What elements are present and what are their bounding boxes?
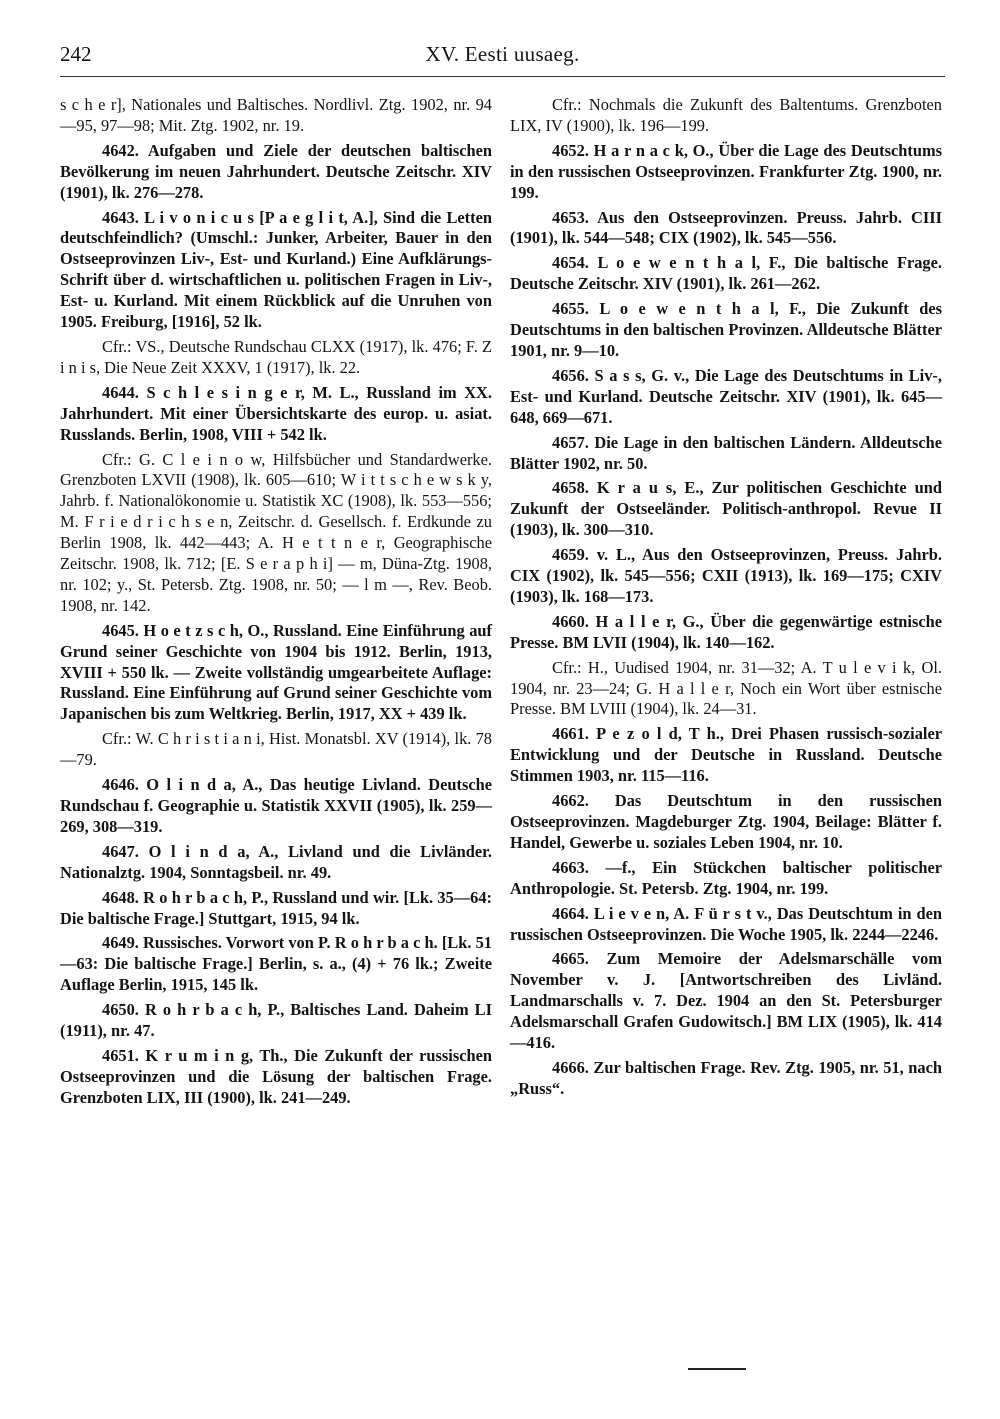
bibliography-entry: 4653. Aus den Ostseeprovinzen. Preuss. Jahrb. CIII (1901), lk. 544—548; CIX (1902), lk. 545—556. <box>510 207 942 248</box>
bibliography-entry: 4654. L o e w e n t h a l, F., Die baltische Frage. Deutsche Zeitschr. XIV (1901), lk. 261—262. <box>510 253 942 294</box>
cross-reference: Cfr.: H., Uudised 1904, nr. 31—32; A. T u l e v i k, Ol. 1904, nr. 23—24; G. H a l l e r, Noch ein Wort über estnische Presse. BM LVIII (1904), lk. 24—31. <box>510 657 942 719</box>
cross-reference: Cfr.: Nochmals die Zukunft des Baltentums. Grenzboten LIX, IV (1900), lk. 196—199. <box>510 95 942 135</box>
cross-reference: Cfr.: VS., Deutsche Rundschau CLXX (1917), lk. 476; F. Z i n i s, Die Neue Zeit XXXV, 1 (1917), lk. 22. <box>60 336 492 377</box>
right-column <box>510 95 942 1104</box>
bibliography-entry: 4647. O l i n d a, A., Livland und die Livländer. Nationalztg. 1904, Sonntagsbeil. nr. 49. <box>60 841 492 882</box>
cross-reference: Cfr.: G. C l e i n o w, Hilfsbücher und Standardwerke. Grenzboten LXVII (1908), lk. 605—610; W i t t s c h e w s k y, Jahrb. f. Nationalökonomie u. Statistik XC (1908), lk. 553—556; M. F r i e d r i c h s e n, Zeitschr. d. Gesellsch. f. Erdkunde zu Berlin 1908, lk. 442—443; A. H e t t n e r, Geographische Zeitschr. 1908, lk. 712; [E. S e r a p h i] — m, Düna-Ztg. 1908, nr. 102; y., St. Petersb. Ztg. 1908, nr. 50; — l m —, Rev. Beob. 1908, nr. 142. <box>60 449 492 615</box>
bibliography-entry: 4650. R o h r b a c h, P., Baltisches Land. Daheim LI (1911), nr. 47. <box>60 1000 492 1041</box>
bibliography-entry: 4660. H a l l e r, G., Über die gegenwärtige estnische Presse. BM LVII (1904), lk. 140—162. <box>510 611 942 652</box>
page-header <box>60 42 945 77</box>
left-column <box>60 95 492 1113</box>
bibliography-entry: 4662. Das Deutschtum in den russischen Ostseeprovinzen. Magdeburger Ztg. 1904, Beilage: Blätter f. Handel, Gewerbe u. soziales Leben 1904, nr. 10. <box>510 791 942 852</box>
bibliography-entry: 4655. L o e w e n t h a l, F., Die Zukunft des Deutschtums in den baltischen Provinzen. Alldeutsche Blätter 1901, nr. 9—10. <box>510 299 942 360</box>
bibliography-entry: 4642. Aufgaben und Ziele der deutschen baltischen Bevölkerung im neuen Jahrhundert. Deutsche Zeitschr. XIV (1901), lk. 276—278. <box>60 140 492 202</box>
bibliography-entry: 4658. K r a u s, E., Zur politischen Geschichte und Zukunft der Ostseeländer. Politisch-anthropol. Revue II (1903), lk. 300—310. <box>510 478 942 540</box>
bibliography-entry: 4659. v. L., Aus den Ostseeprovinzen, Preuss. Jahrb. CIX (1902), lk. 545—556; CXII (1913), lk. 169—175; CXIV (1903), lk. 168—173. <box>510 545 942 606</box>
bibliography-entry: 4664. L i e v e n, A. F ü r s t v., Das Deutschtum in den russischen Ostseeprovinzen. Die Woche 1905, lk. 2244—2246. <box>510 903 942 944</box>
running-title: XV. Eesti uusaeg. <box>425 42 580 66</box>
bibliography-entry: 4657. Die Lage in den baltischen Ländern. Alldeutsche Blätter 1902, nr. 50. <box>510 432 942 473</box>
bibliography-entry: 4646. O l i n d a, A., Das heutige Livland. Deutsche Rundschau f. Geographie u. Statistik XXVII (1905), lk. 259—269, 308—319. <box>60 775 492 836</box>
bibliography-entry: 4644. S c h l e s i n g e r, M. L., Russland im XX. Jahrhundert. Mit einer Übersichtskarte des europ. u. asiat. Russlands. Berlin, 1908, VIII + 542 lk. <box>60 382 492 444</box>
bibliography-entry: 4643. L i v o n i c u s [P a e g l i t, A.], Sind die Letten deutschfeindlich? (Umschl.: Junker, Arbeiter, Bauer in den Ostseeprovinzen Liv-, Est- und Kurland.) Eine Aufklärungs-Schrift über d. wirtschaftlichen u. politischen Fragen in Liv-, Est- u. Kurland. Mit einem Rückblick auf die Unruhen von 1905. Freiburg, [1916], 52 lk. <box>60 207 492 332</box>
bibliography-entry: 4648. R o h r b a c h, P., Russland und wir. [Lk. 35—64: Die baltische Frage.] Stuttgart, 1915, 94 lk. <box>60 887 492 928</box>
bibliography-entry: 4666. Zur baltischen Frage. Rev. Ztg. 1905, nr. 51, nach „Russ“. <box>510 1057 942 1098</box>
bibliography-entry: 4663. —f., Ein Stückchen baltischer politischer Anthropologie. St. Petersb. Ztg. 1904, nr. 199. <box>510 857 942 898</box>
bibliography-entry: 4661. P e z o l d, T h., Drei Phasen russisch-sozialer Entwicklung und der Deutsche in Russland. Deutsche Stimmen 1903, nr. 115—116. <box>510 724 942 786</box>
bibliography-entry: 4645. H o e t z s c h, O., Russland. Eine Einführung auf Grund seiner Geschichte von 1904 bis 1912. Berlin, 1913, XVIII + 550 lk. — Zweite vollständig umgearbeitete Auflage: Russland. Eine Einführung auf Grund seiner Geschichte vom Japanischen bis zum Weltkrieg. Berlin, 1917, XX + 439 lk. <box>60 620 492 724</box>
bibliography-entry: 4656. S a s s, G. v., Die Lage des Deutschtums in Liv-, Est- und Kurland. Deutsche Zeitschr. XIV (1901), lk. 645—648, 669—671. <box>510 365 942 427</box>
continued-entry: s c h e r], Nationales und Baltisches. Nordlivl. Ztg. 1902, nr. 94—95, 97—98; Mit. Ztg. 1902, nr. 19. <box>60 95 492 135</box>
end-rule <box>688 1368 746 1370</box>
bibliography-entry: 4651. K r u m i n g, Th., Die Zukunft der russischen Ostseeprovinzen und die Lösung der baltischen Frage. Grenzboten LIX, III (1900), lk. 241—249. <box>60 1045 492 1107</box>
cross-reference: Cfr.: W. C h r i s t i a n i, Hist. Monatsbl. XV (1914), lk. 78—79. <box>60 729 492 770</box>
bibliography-entry: 4652. H a r n a c k, O., Über die Lage des Deutschtums in den russischen Ostseeprovinzen. Frankfurter Ztg. 1900, nr. 199. <box>510 140 942 202</box>
page-number: 242 <box>60 42 92 66</box>
bibliography-entry: 4649. Russisches. Vorwort von P. R o h r b a c h. [Lk. 51—63: Die baltische Frage.] Berlin, s. a., (4) + 76 lk.; Zweite Auflage Berlin, 1915, 145 lk. <box>60 933 492 995</box>
bibliography-entry: 4665. Zum Memoire der Adelsmarschälle vom November v. J. [Antwortschreiben des Livländ. Landmarschalls v. 7. Dez. 1904 an den St. Petersburger Adelsmarschall Grafen Gudowitsch.] BM LIX (1905), lk. 414—416. <box>510 949 942 1053</box>
